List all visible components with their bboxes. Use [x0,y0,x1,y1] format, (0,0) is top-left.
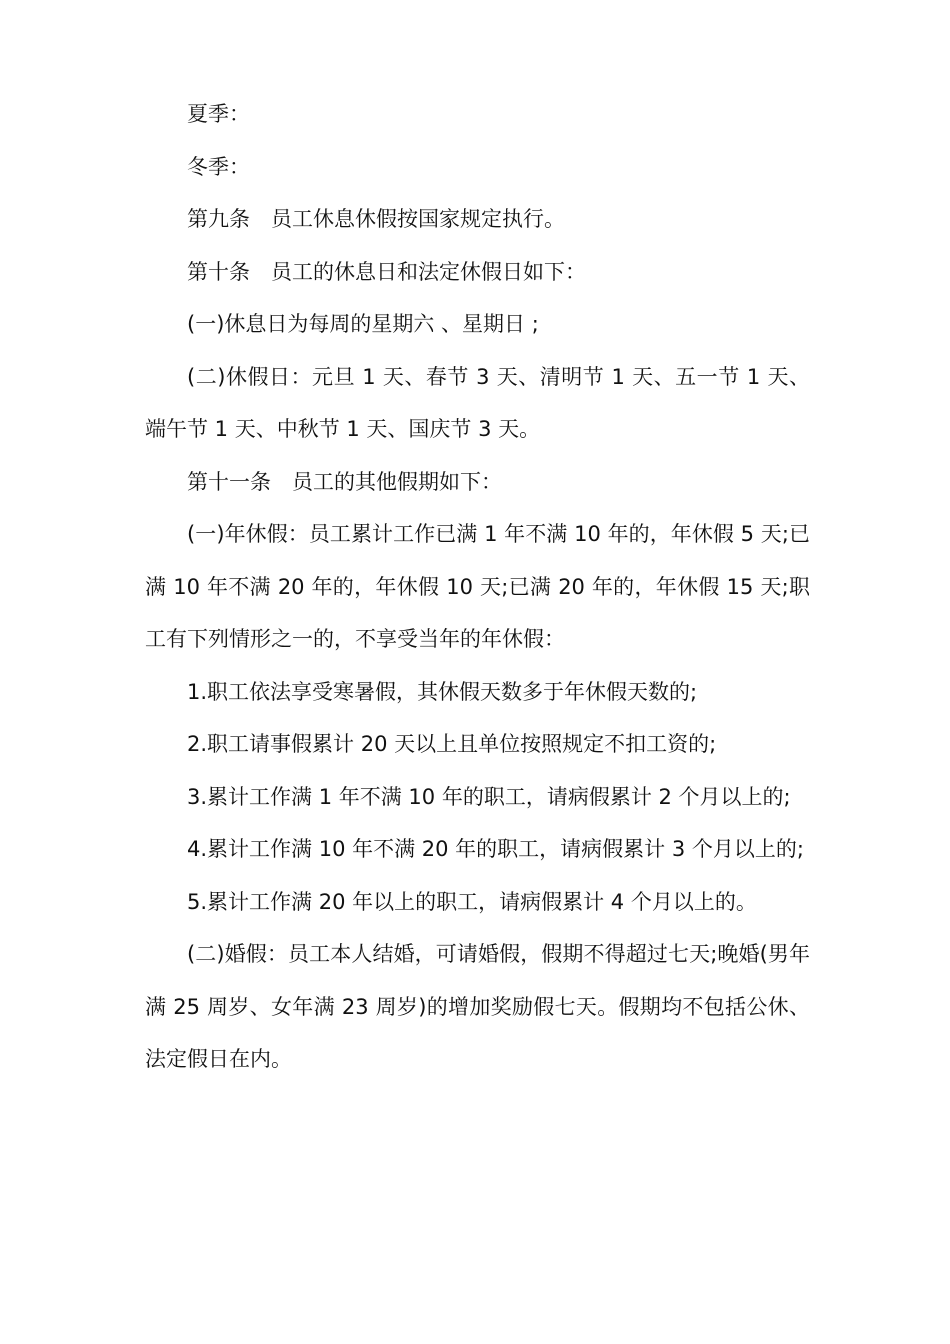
article-11-marriage-leave: (二)婚假：员工本人结婚，可请婚假，假期不得超过七天;晚婚(男年满 25 周岁、女年满 23 周岁)的增加奖励假七天。假期均不包括公休、法定假日在内。 [145,942,810,1071]
document-body [145,88,810,1086]
article-10-item-2: (二)休假日：元旦 1 天、春节 3 天、清明节 1 天、五一节 1 天、端午节 1 天、中秋节 1 天、国庆节 3 天。 [145,364,810,441]
article-11-annual-leave: (一)年休假：员工累计工作已满 1 年不满 10 年的，年休假 5 天;已满 10 年不满 20 年的，年休假 10 天;已满 20 年的，年休假 15 天;职工有下列情形之一的，不享受当年的年休假： [145,522,810,651]
paragraph-summer: 夏季： [187,102,250,126]
article-10-item-1: (一)休息日为每周的星期六 、星期日 ; [187,312,539,336]
article-9: 第九条 员工休息休假按国家规定执行。 [187,207,565,231]
article-11: 第十一条 员工的其他假期如下： [187,469,502,494]
article-10: 第十条 员工的休息日和法定休假日如下： [187,259,586,284]
annual-leave-exclusion-1: 1.职工依法享受寒暑假，其休假天数多于年休假天数的; [187,679,698,704]
annual-leave-exclusion-5: 5.累计工作满 20 年以上的职工，请病假累计 4 个月以上的。 [187,889,757,914]
annual-leave-exclusion-4: 4.累计工作满 10 年不满 20 年的职工，请病假累计 3 个月以上的; [187,837,804,861]
annual-leave-exclusion-2: 2.职工请事假累计 20 天以上且单位按照规定不扣工资的; [187,732,717,756]
annual-leave-exclusion-3: 3.累计工作满 1 年不满 10 年的职工，请病假累计 2 个月以上的; [187,784,791,809]
paragraph-winter: 冬季： [187,154,250,179]
